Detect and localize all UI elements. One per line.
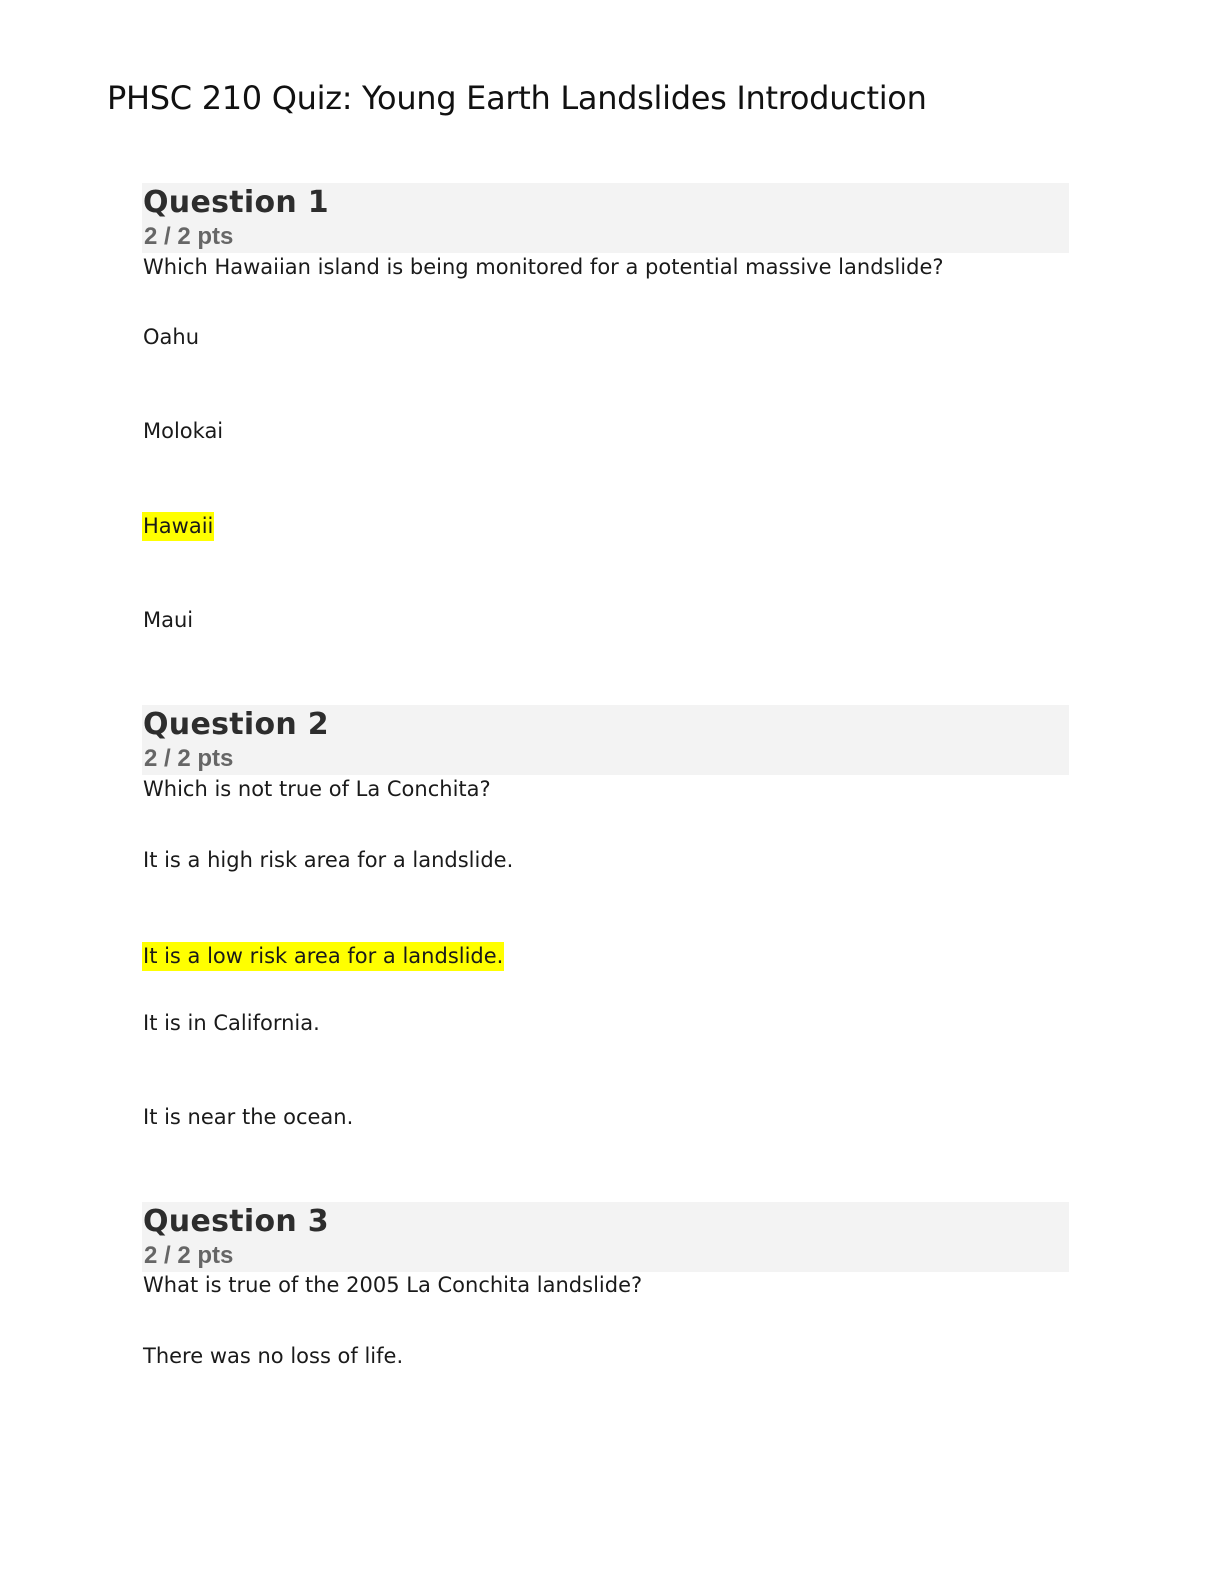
question-title: Question 3	[143, 1204, 329, 1239]
question-score: 2 / 2 pts	[144, 223, 234, 250]
question-title: Question 2	[143, 707, 329, 742]
answer-option[interactable]: It is near the ocean.	[143, 1105, 354, 1129]
question-text: Which is not true of La Conchita?	[143, 777, 491, 801]
answer-option[interactable]: Oahu	[143, 325, 200, 349]
answer-option-selected[interactable]: Hawaii	[142, 512, 214, 541]
page-title: PHSC 210 Quiz: Young Earth Landslides Introduction	[107, 79, 927, 117]
question-score: 2 / 2 pts	[144, 1242, 234, 1269]
question-text: Which Hawaiian island is being monitored for a potential massive landslide?	[143, 255, 944, 279]
question-header	[142, 705, 1069, 775]
question-header	[142, 183, 1069, 253]
question-text: What is true of the 2005 La Conchita landslide?	[143, 1273, 643, 1297]
question-title: Question 1	[143, 185, 329, 220]
question-score: 2 / 2 pts	[144, 745, 234, 772]
answer-option[interactable]: Molokai	[143, 419, 224, 443]
answer-option[interactable]: Maui	[143, 608, 194, 632]
question-header	[142, 1202, 1069, 1272]
answer-option[interactable]: There was no loss of life.	[143, 1344, 404, 1368]
answer-option[interactable]: It is in California.	[143, 1011, 320, 1035]
answer-option[interactable]: It is a high risk area for a landslide.	[143, 848, 514, 872]
answer-option-selected[interactable]: It is a low risk area for a landslide.	[142, 942, 504, 971]
